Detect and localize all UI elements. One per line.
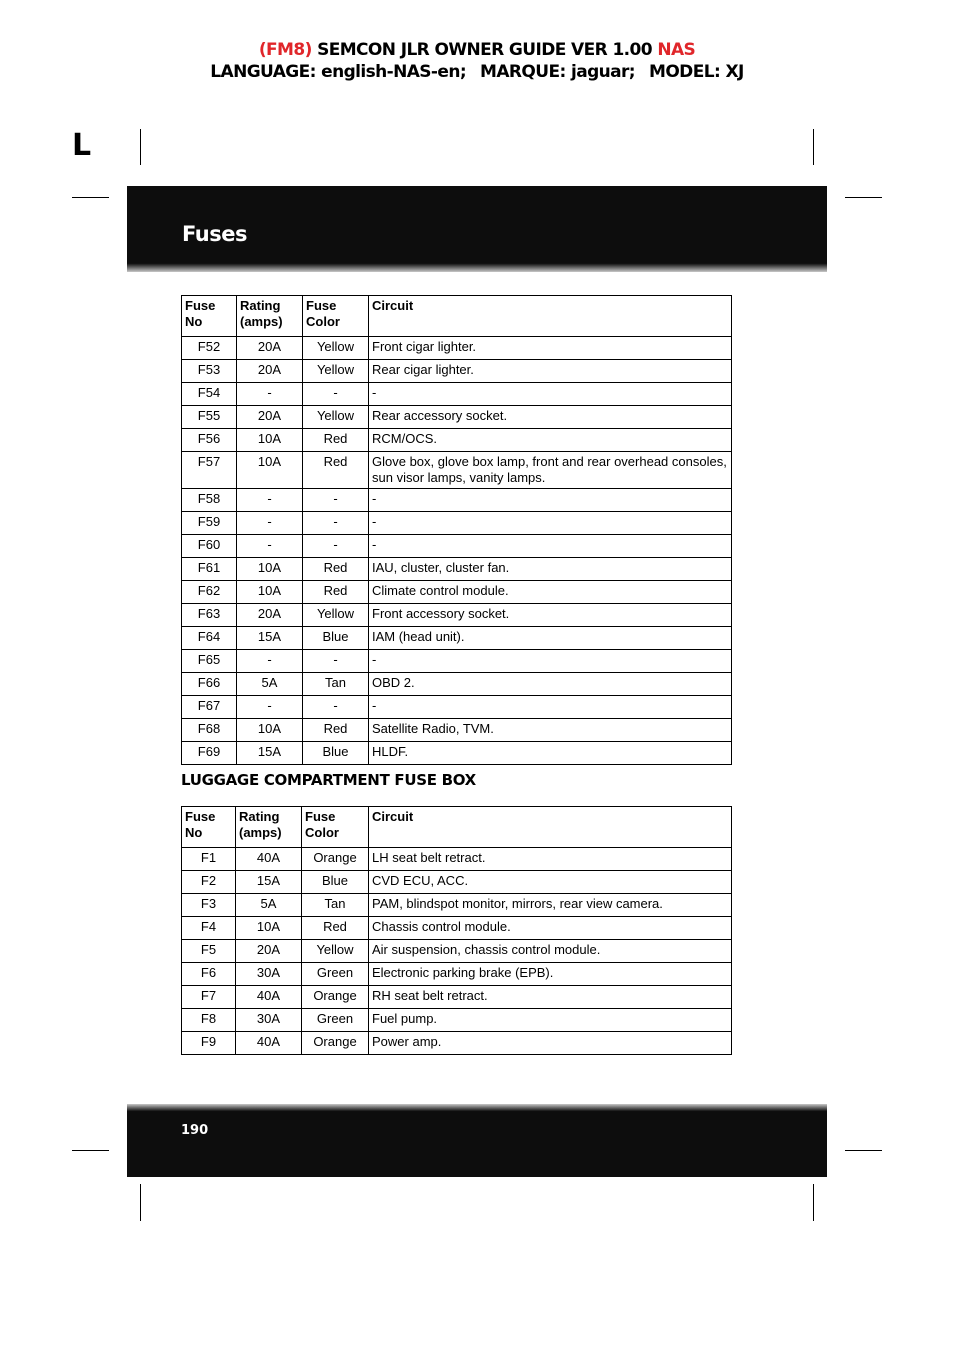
cell-circuit: Front cigar lighter.	[369, 337, 732, 360]
cell-rating: 15A	[237, 742, 303, 765]
cell-circuit: Fuel pump.	[369, 1009, 732, 1032]
table-header-row	[182, 296, 732, 337]
cell-circuit: RCM/OCS.	[369, 429, 732, 452]
cell-fuse-no: F8	[182, 1009, 236, 1032]
cell-rating: 10A	[237, 581, 303, 604]
header-line-2	[0, 62, 954, 82]
header-title: SEMCON JLR OWNER GUIDE VER 1.00	[311, 40, 658, 60]
cell-rating: 15A	[236, 871, 302, 894]
cell-circuit: LH seat belt retract.	[369, 848, 732, 871]
table-row	[182, 917, 732, 940]
corner-mark: L	[72, 128, 92, 163]
cell-circuit: CVD ECU, ACC.	[369, 871, 732, 894]
cell-fuse-color: Red	[302, 917, 369, 940]
cell-rating: 40A	[236, 848, 302, 871]
cell-circuit: Front accessory socket.	[369, 604, 732, 627]
cell-fuse-color: Yellow	[303, 337, 369, 360]
cell-fuse-no: F5	[182, 940, 236, 963]
cell-circuit: -	[369, 535, 732, 558]
table-row	[182, 986, 732, 1009]
cell-fuse-no: F66	[182, 673, 237, 696]
cell-fuse-color: -	[303, 696, 369, 719]
crop-mark	[813, 1184, 814, 1221]
cell-rating: 5A	[236, 894, 302, 917]
header-suffix: NAS	[657, 40, 696, 60]
cell-fuse-no: F53	[182, 360, 237, 383]
cell-fuse-color: Green	[302, 963, 369, 986]
cell-circuit: Rear accessory socket.	[369, 406, 732, 429]
cell-rating: 10A	[237, 452, 303, 489]
cell-fuse-no: F57	[182, 452, 237, 489]
cell-rating: -	[237, 696, 303, 719]
cell-fuse-no: F54	[182, 383, 237, 406]
cell-fuse-color: Blue	[303, 742, 369, 765]
table-row	[182, 871, 732, 894]
cell-fuse-color: -	[303, 383, 369, 406]
cell-circuit: Power amp.	[369, 1032, 732, 1055]
cell-fuse-no: F2	[182, 871, 236, 894]
cell-rating: 20A	[237, 604, 303, 627]
cell-circuit: -	[369, 383, 732, 406]
cell-fuse-no: F9	[182, 1032, 236, 1055]
cell-rating: 10A	[236, 917, 302, 940]
cell-fuse-color: -	[303, 512, 369, 535]
table-row	[182, 848, 732, 871]
table-row	[182, 1032, 732, 1055]
cell-fuse-color: Yellow	[303, 604, 369, 627]
cell-circuit: -	[369, 650, 732, 673]
cell-fuse-color: Red	[303, 558, 369, 581]
crop-mark	[72, 197, 109, 198]
cell-fuse-color: Orange	[302, 986, 369, 1009]
cell-fuse-no: F56	[182, 429, 237, 452]
cell-fuse-no: F63	[182, 604, 237, 627]
table-row	[182, 696, 732, 719]
table-row	[182, 963, 732, 986]
cell-fuse-no: F3	[182, 894, 236, 917]
col-header-circuit: Circuit	[369, 807, 732, 848]
crop-mark	[845, 197, 882, 198]
cell-circuit: Chassis control module.	[369, 917, 732, 940]
page-footer	[127, 1104, 827, 1177]
table-row	[182, 627, 732, 650]
col-header-fuse-color: Fuse Color	[302, 807, 369, 848]
cell-fuse-color: Yellow	[303, 406, 369, 429]
cell-rating: 40A	[236, 986, 302, 1009]
header-marque: MARQUE: jaguar;	[480, 62, 636, 82]
header-model: MODEL: XJ	[649, 62, 744, 82]
col-header-fuse-no: Fuse No	[182, 807, 236, 848]
cell-rating: 20A	[237, 360, 303, 383]
cell-fuse-color: Red	[303, 719, 369, 742]
page-number: 190	[181, 1123, 209, 1138]
cell-rating: -	[237, 535, 303, 558]
cell-circuit: Electronic parking brake (EPB).	[369, 963, 732, 986]
cell-circuit: Climate control module.	[369, 581, 732, 604]
cell-rating: 40A	[236, 1032, 302, 1055]
section-heading: LUGGAGE COMPARTMENT FUSE BOX	[181, 771, 476, 789]
cell-fuse-color: Blue	[303, 627, 369, 650]
cell-rating: -	[237, 512, 303, 535]
table-row	[182, 383, 732, 406]
table-row	[182, 581, 732, 604]
cell-fuse-color: Tan	[302, 894, 369, 917]
cell-fuse-color: Tan	[303, 673, 369, 696]
cell-circuit: Glove box, glove box lamp, front and rear overhead consoles, sun visor lamps, vanity lamps.	[369, 452, 732, 489]
cell-circuit: -	[369, 489, 732, 512]
col-header-rating: Rating (amps)	[237, 296, 303, 337]
table-header-row	[182, 807, 732, 848]
cell-rating: 15A	[237, 627, 303, 650]
cell-circuit: OBD 2.	[369, 673, 732, 696]
table-row	[182, 940, 732, 963]
cell-rating: 10A	[237, 719, 303, 742]
crop-mark	[813, 129, 814, 165]
cell-fuse-color: Orange	[302, 848, 369, 871]
cell-fuse-no: F59	[182, 512, 237, 535]
cell-rating: 30A	[236, 1009, 302, 1032]
page-title: Fuses	[182, 222, 247, 246]
cell-fuse-color: -	[303, 489, 369, 512]
cell-fuse-color: Orange	[302, 1032, 369, 1055]
section-banner	[127, 186, 827, 272]
cell-fuse-no: F62	[182, 581, 237, 604]
cell-fuse-no: F7	[182, 986, 236, 1009]
crop-mark	[140, 1184, 141, 1221]
cell-fuse-no: F60	[182, 535, 237, 558]
cell-fuse-no: F61	[182, 558, 237, 581]
table-row	[182, 337, 732, 360]
table-row	[182, 406, 732, 429]
col-header-fuse-no: Fuse No	[182, 296, 237, 337]
cell-fuse-color: Blue	[302, 871, 369, 894]
cell-rating: 20A	[237, 337, 303, 360]
table-row	[182, 673, 732, 696]
header-prefix: (FM8)	[258, 40, 312, 60]
cell-fuse-no: F69	[182, 742, 237, 765]
cell-fuse-no: F65	[182, 650, 237, 673]
cell-fuse-color: Red	[303, 452, 369, 489]
table-row	[182, 452, 732, 489]
table-row	[182, 650, 732, 673]
cell-circuit: Rear cigar lighter.	[369, 360, 732, 383]
header-line-1	[0, 40, 954, 60]
cell-fuse-no: F67	[182, 696, 237, 719]
cell-rating: 10A	[237, 558, 303, 581]
cell-fuse-no: F1	[182, 848, 236, 871]
cell-fuse-no: F58	[182, 489, 237, 512]
cell-rating: 20A	[237, 406, 303, 429]
cell-rating: 30A	[236, 963, 302, 986]
crop-mark	[140, 129, 141, 165]
cell-circuit: RH seat belt retract.	[369, 986, 732, 1009]
crop-mark	[845, 1150, 882, 1151]
cell-fuse-no: F55	[182, 406, 237, 429]
header-language: LANGUAGE: english-NAS-en;	[210, 62, 467, 82]
cell-rating: 10A	[237, 429, 303, 452]
table-row	[182, 604, 732, 627]
cell-fuse-color: Yellow	[303, 360, 369, 383]
cell-fuse-no: F4	[182, 917, 236, 940]
col-header-circuit: Circuit	[369, 296, 732, 337]
table-row	[182, 1009, 732, 1032]
cell-fuse-color: Red	[303, 581, 369, 604]
cell-rating: 20A	[236, 940, 302, 963]
table-row	[182, 360, 732, 383]
cell-fuse-color: -	[303, 535, 369, 558]
fuse-table-2	[181, 806, 732, 1055]
table-row	[182, 429, 732, 452]
cell-fuse-color: Green	[302, 1009, 369, 1032]
cell-circuit: HLDF.	[369, 742, 732, 765]
crop-mark	[72, 1150, 109, 1151]
table-row	[182, 742, 732, 765]
cell-circuit: IAU, cluster, cluster fan.	[369, 558, 732, 581]
fuse-table-1	[181, 295, 732, 765]
cell-rating: -	[237, 383, 303, 406]
cell-fuse-no: F52	[182, 337, 237, 360]
cell-circuit: Air suspension, chassis control module.	[369, 940, 732, 963]
cell-rating: -	[237, 489, 303, 512]
table-row	[182, 512, 732, 535]
cell-circuit: PAM, blindspot monitor, mirrors, rear view camera.	[369, 894, 732, 917]
cell-fuse-no: F64	[182, 627, 237, 650]
table-row	[182, 719, 732, 742]
table-row	[182, 535, 732, 558]
cell-circuit: IAM (head unit).	[369, 627, 732, 650]
cell-rating: 5A	[237, 673, 303, 696]
cell-rating: -	[237, 650, 303, 673]
col-header-rating: Rating (amps)	[236, 807, 302, 848]
cell-circuit: Satellite Radio, TVM.	[369, 719, 732, 742]
cell-circuit: -	[369, 696, 732, 719]
table-row	[182, 489, 732, 512]
table-row	[182, 894, 732, 917]
col-header-fuse-color: Fuse Color	[303, 296, 369, 337]
table-row	[182, 558, 732, 581]
cell-fuse-color: Yellow	[302, 940, 369, 963]
cell-fuse-no: F68	[182, 719, 237, 742]
cell-fuse-color: -	[303, 650, 369, 673]
cell-fuse-no: F6	[182, 963, 236, 986]
cell-fuse-color: Red	[303, 429, 369, 452]
cell-circuit: -	[369, 512, 732, 535]
